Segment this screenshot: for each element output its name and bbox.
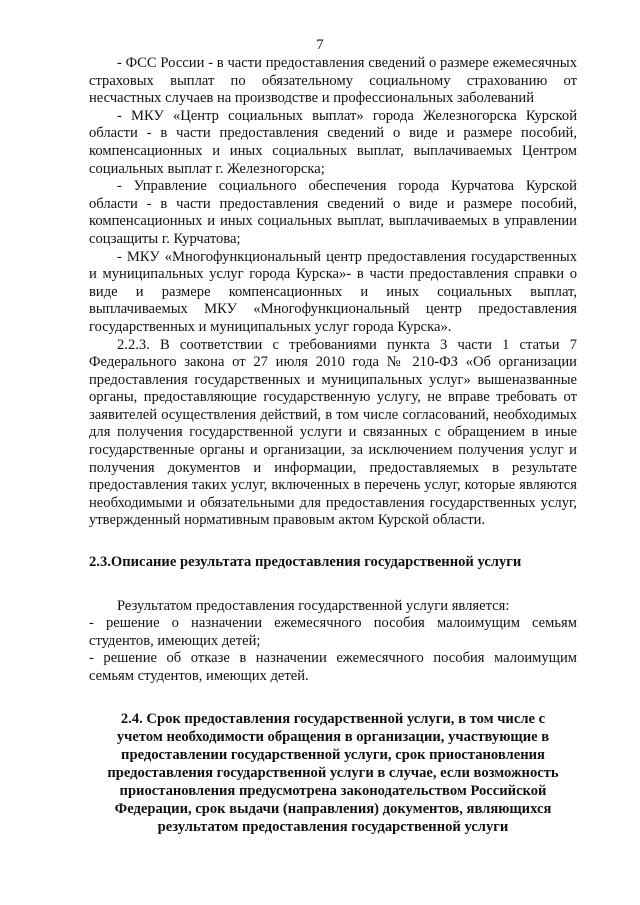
paragraph-fss: - ФСС России - в части предоставления сведений о размере ежемесячных страховых выплат по обязательному социальному страхованию от несчастных случаев на производстве и профессиональных заболеваний xyxy=(89,55,577,107)
section-2-3-item-1: - решение о назначении ежемесячного пособия малоимущим семьям студентов, имеющих детей; xyxy=(89,615,577,649)
document-body xyxy=(89,55,577,836)
paragraph-mku-kursk: - МКУ «Многофункциональный центр предоставления государственных и муниципальных услуг города Курска»- в части предоставления справки о виде и размере компенсационных и иных социальных выплат, выплачиваемых МКУ «Многофункциональный центр предоставления государственных и муниципальных услуг города Курска». xyxy=(89,248,577,335)
section-2-3-heading: 2.3.Описание результата предоставления государственной услуги xyxy=(89,554,522,571)
page-number: 7 xyxy=(316,37,324,53)
paragraph-mku-zheleznogorsk: - МКУ «Центр социальных выплат» города Железногорска Курской области - в части предоставления сведений о виде и размере пособий, компенсационных и иных социальных выплат, выплачиваемых Центром социальных выплат г. Железногорска; xyxy=(89,107,577,177)
section-2-3-item-2: - решение об отказе в назначении ежемесячного пособия малоимущим семьям студентов, имеющих детей. xyxy=(89,650,577,684)
paragraph-kurchatov: - Управление социального обеспечения города Курчатова Курской области - в части предоставления сведений о виде и размере пособий, компенсационных и иных социальных выплат, выплачиваемых в управлении соцзащиты г. Курчатова; xyxy=(89,178,577,247)
section-2-4-heading: 2.4. Срок предоставления государственной услуги, в том числе с учетом необходимости обращения в организации, участвующие в предоставлении государственной услуги, срок приостановления предоставления государственной услуги в случае, если возможность приостановления предусмотрена законодательством Российской Федерации, срок выдачи (направления) документов, являющихся результатом предоставления государственной услуги xyxy=(107,710,559,835)
paragraph-2-2-3: 2.2.3. В соответствии с требованиями пункта 3 части 1 статьи 7 Федерального закона от 27 июля 2010 года № 210-ФЗ «Об организации предоставления государственных и муниципальных услуг» вышеназванные органы, предоставляющие государственную услугу, не вправе требовать от заявителей осуществления действий, в том числе согласований, необходимых для получения государственной услуги и связанных с обращением в иные государственные органы и организации, за исключением получения услуг и получения документов и информации, предоставляемых в результате предоставления таких услуг, включенных в перечень услуг, которые являются необходимыми и обязательными для предоставления государственных услуг, утвержденный нормативным правовым актом Курской области. xyxy=(89,336,577,529)
section-2-3-intro: Результатом предоставления государственной услуги является: xyxy=(117,597,510,614)
